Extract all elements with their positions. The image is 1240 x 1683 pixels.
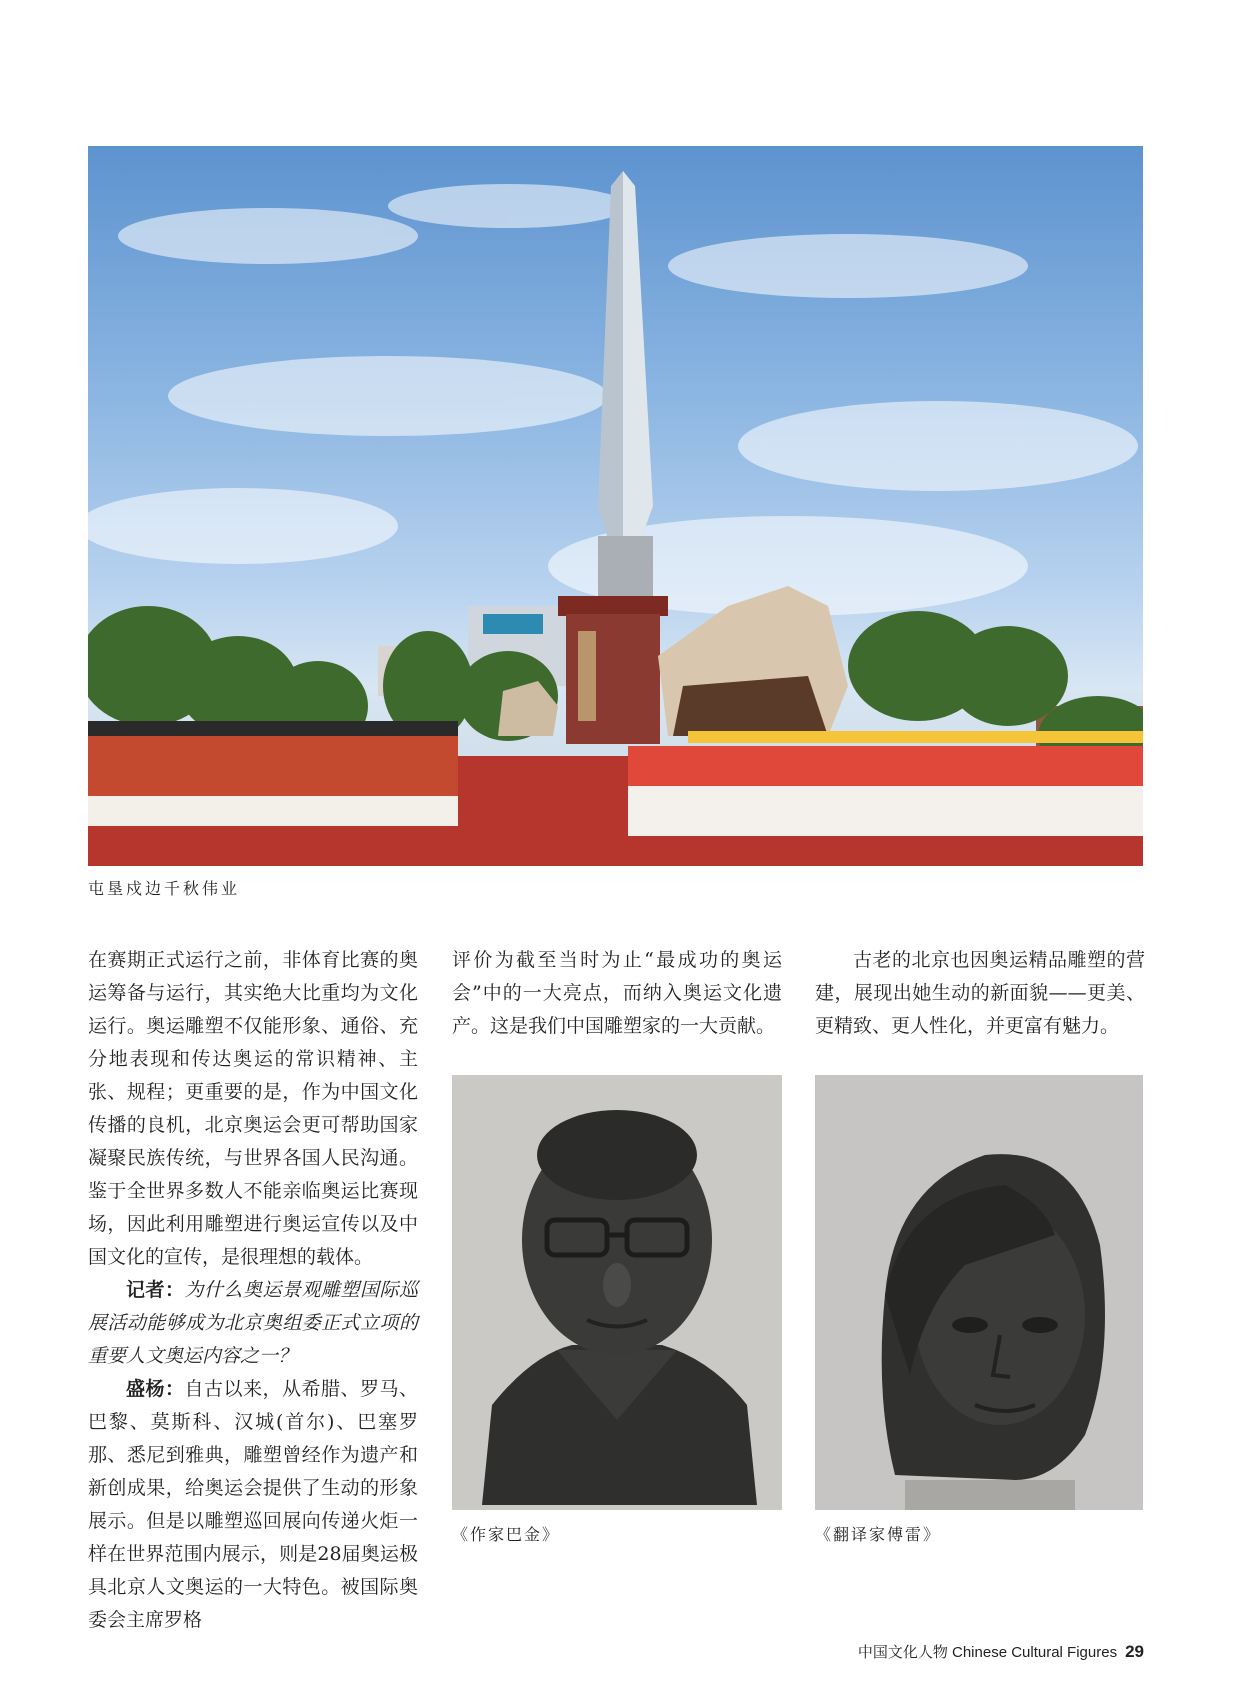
paragraph: 古老的北京也因奥运精品雕塑的营建，展现出她生动的新面貌——更美、更精致、更人性化，并更富有魅力。	[815, 949, 1145, 1037]
article-column-2	[452, 944, 782, 1043]
answer-text: 自古以来，从希腊、罗马、巴黎、莫斯科、汉城(首尔)、巴塞罗那、悉尼到雅典，雕塑曾经作为遗产和新创成果，给奥运会提供了生动的形象展示。但是以雕塑巡回展向传递火炬一样在世界范围内展示，则是28届奥运极具北京人文奥运的一大特色。被国际奥委会主席罗格	[88, 1378, 418, 1631]
magazine-name: 中国文化人物 Chinese Cultural Figures	[857, 1644, 1118, 1661]
bust-photo-bajin	[452, 1075, 782, 1510]
page-number: 29	[1125, 1642, 1144, 1661]
answer-speaker: 盛杨：	[126, 1378, 185, 1400]
bust-photo-fulei	[815, 1075, 1143, 1510]
bust-caption-bajin: 《作家巴金》	[452, 1525, 561, 1544]
interview-answer	[88, 1373, 418, 1637]
paragraph: 在赛期正式运行之前，非体育比赛的奥运筹备与运行，其实绝大比重均为文化运行。奥运雕塑不仅能形象、通俗、充分地表现和传达奥运的常识精神、主张、规程；更重要的是，作为中国文化传播的良机，北京奥运会更可帮助国家凝聚民族传统，与世界各国人民沟通。鉴于全世界多数人不能亲临奥运比赛现场，因此利用雕塑进行奥运宣传以及中国文化的宣传，是很理想的载体。	[88, 949, 418, 1268]
bust-caption-fulei: 《翻译家傅雷》	[815, 1525, 942, 1544]
question-speaker: 记者：	[126, 1279, 185, 1301]
monument-photo	[88, 146, 1143, 866]
article-column-3	[815, 944, 1145, 1043]
page-footer	[858, 1641, 1144, 1662]
paragraph: 评价为截至当时为止“最成功的奥运会”中的一大亮点，而纳入奥运文化遗产。这是我们中国雕塑家的一大贡献。	[452, 949, 782, 1037]
interview-question	[88, 1274, 418, 1373]
photo-caption: 屯垦戍边千秋伟业	[88, 879, 241, 898]
article-column-1	[88, 944, 418, 1637]
question-text: 为什么奥运景观雕塑国际巡展活动能够成为北京奥组委正式立项的重要人文奥运内容之一？	[88, 1279, 418, 1367]
